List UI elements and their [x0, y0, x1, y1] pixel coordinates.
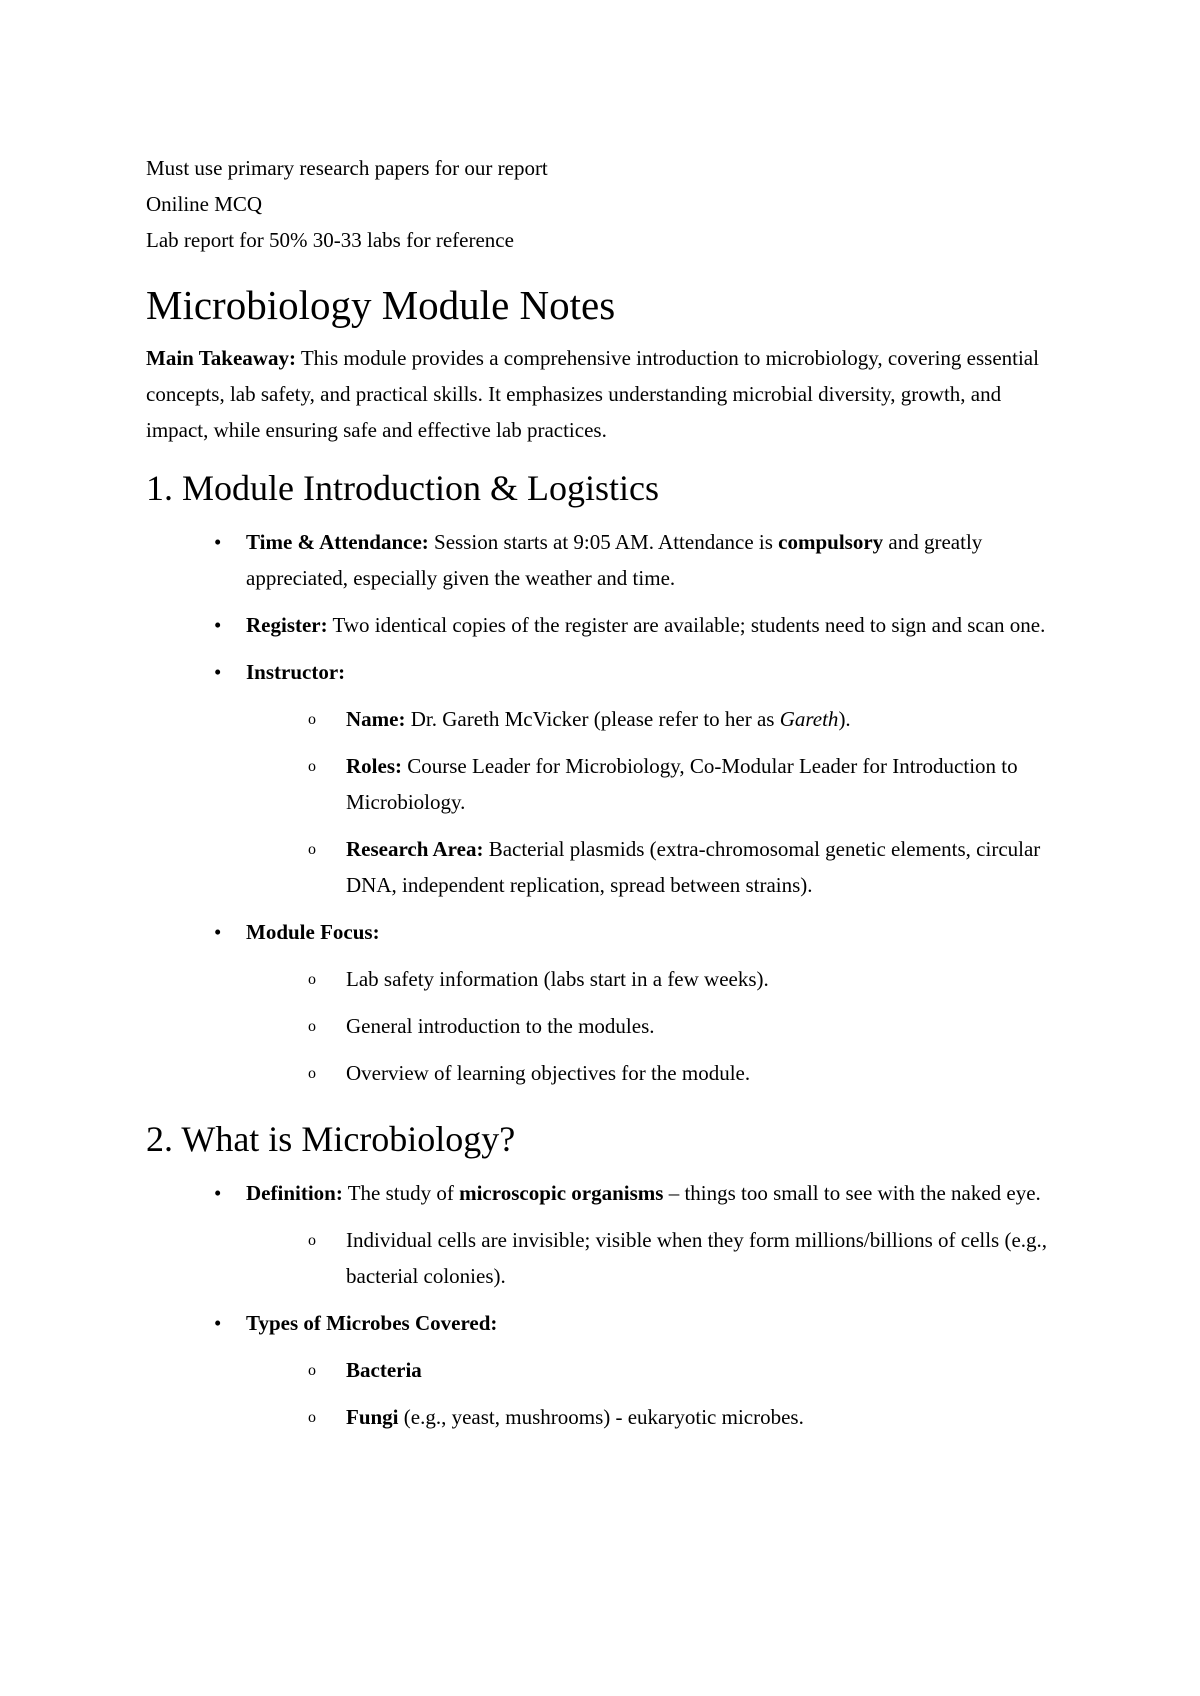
sublist-item-fungi: [246, 1399, 1066, 1435]
item-bold: compulsory: [778, 530, 884, 554]
document-title: Microbiology Module Notes: [146, 282, 616, 328]
note-line-3: Lab report for 50% 30-33 labs for reference: [146, 228, 514, 252]
item-text: The study of: [342, 1181, 460, 1205]
section-1-list: [146, 524, 1066, 1091]
document-body: [146, 150, 1066, 1446]
types-sublist: [246, 1352, 1066, 1435]
item-label: Types of Microbes Covered:: [246, 1311, 498, 1335]
item-italic: Gareth: [779, 707, 839, 731]
sublist-item-research-area: [246, 831, 1066, 903]
item-text: ).: [838, 707, 851, 731]
sublist-item: o General introduction to the modules.: [246, 1008, 1066, 1044]
sublist-item: o Individual cells are invisible; visible when they form millions/billions of cells (e.g., bacterial colonies).: [246, 1222, 1066, 1294]
item-label: Register:: [246, 613, 328, 637]
item-label: Research Area:: [346, 837, 484, 861]
definition-sublist: [246, 1222, 1066, 1294]
item-bold: microscopic organisms: [459, 1181, 664, 1205]
item-text: (e.g., yeast, mushrooms) - eukaryotic microbes.: [398, 1405, 804, 1429]
item-text: – things too small to see with the naked eye.: [663, 1181, 1041, 1205]
instructor-sublist: [246, 701, 1066, 903]
section-2-list: [146, 1175, 1066, 1435]
item-label: Module Focus:: [246, 920, 380, 944]
list-item-definition: [146, 1175, 1066, 1294]
list-item-module-focus: [146, 914, 1066, 1091]
item-text: and greatly appreciated, especially given the weather and time.: [246, 530, 983, 590]
item-text: Dr. Gareth McVicker (please refer to her as: [405, 707, 780, 731]
sublist-item: o Lab safety information (labs start in a few weeks).: [246, 961, 1066, 997]
item-label: Instructor:: [246, 660, 346, 684]
item-text: Session starts at 9:05 AM. Attendance is: [428, 530, 779, 554]
list-item-register: [146, 607, 1066, 643]
main-takeaway: [146, 340, 1066, 448]
note-line-2: Oniline MCQ: [146, 192, 263, 216]
item-label: Name:: [346, 707, 406, 731]
list-item-types-of-microbes: [146, 1305, 1066, 1435]
item-label: Definition:: [246, 1181, 343, 1205]
item-label: Bacteria: [346, 1358, 422, 1382]
section-1-heading: 1. Module Introduction & Logistics: [146, 468, 659, 508]
sublist-item: o Overview of learning objectives for the module.: [246, 1055, 1066, 1091]
section-2-heading: 2. What is Microbiology?: [146, 1119, 516, 1159]
item-text: Course Leader for Microbiology, Co-Modular Leader for Introduction to Microbiology.: [346, 754, 1018, 814]
sublist-item-name: [246, 701, 1066, 737]
list-item-time-attendance: [146, 524, 1066, 596]
item-label: Time & Attendance:: [246, 530, 429, 554]
takeaway-label: Main Takeaway:: [146, 346, 296, 370]
item-text: Bacterial plasmids (extra-chromosomal genetic elements, circular DNA, independent replication, spread between strains).: [346, 837, 1041, 897]
sublist-item-roles: [246, 748, 1066, 820]
sublist-item-bacteria: [246, 1352, 1066, 1388]
item-label: Fungi: [346, 1405, 399, 1429]
focus-sublist: [246, 961, 1066, 1091]
note-line-1: Must use primary research papers for our report: [146, 156, 548, 180]
item-text: Two identical copies of the register are available; students need to sign and scan one.: [327, 613, 1046, 637]
list-item-instructor: [146, 654, 1066, 903]
item-label: Roles:: [346, 754, 402, 778]
takeaway-text: This module provides a comprehensive introduction to microbiology, covering essential concepts, lab safety, and practical skills. It emphasizes understanding microbial diversity, growth, and impact, while ensuring safe and effective lab practices.: [146, 346, 1039, 442]
